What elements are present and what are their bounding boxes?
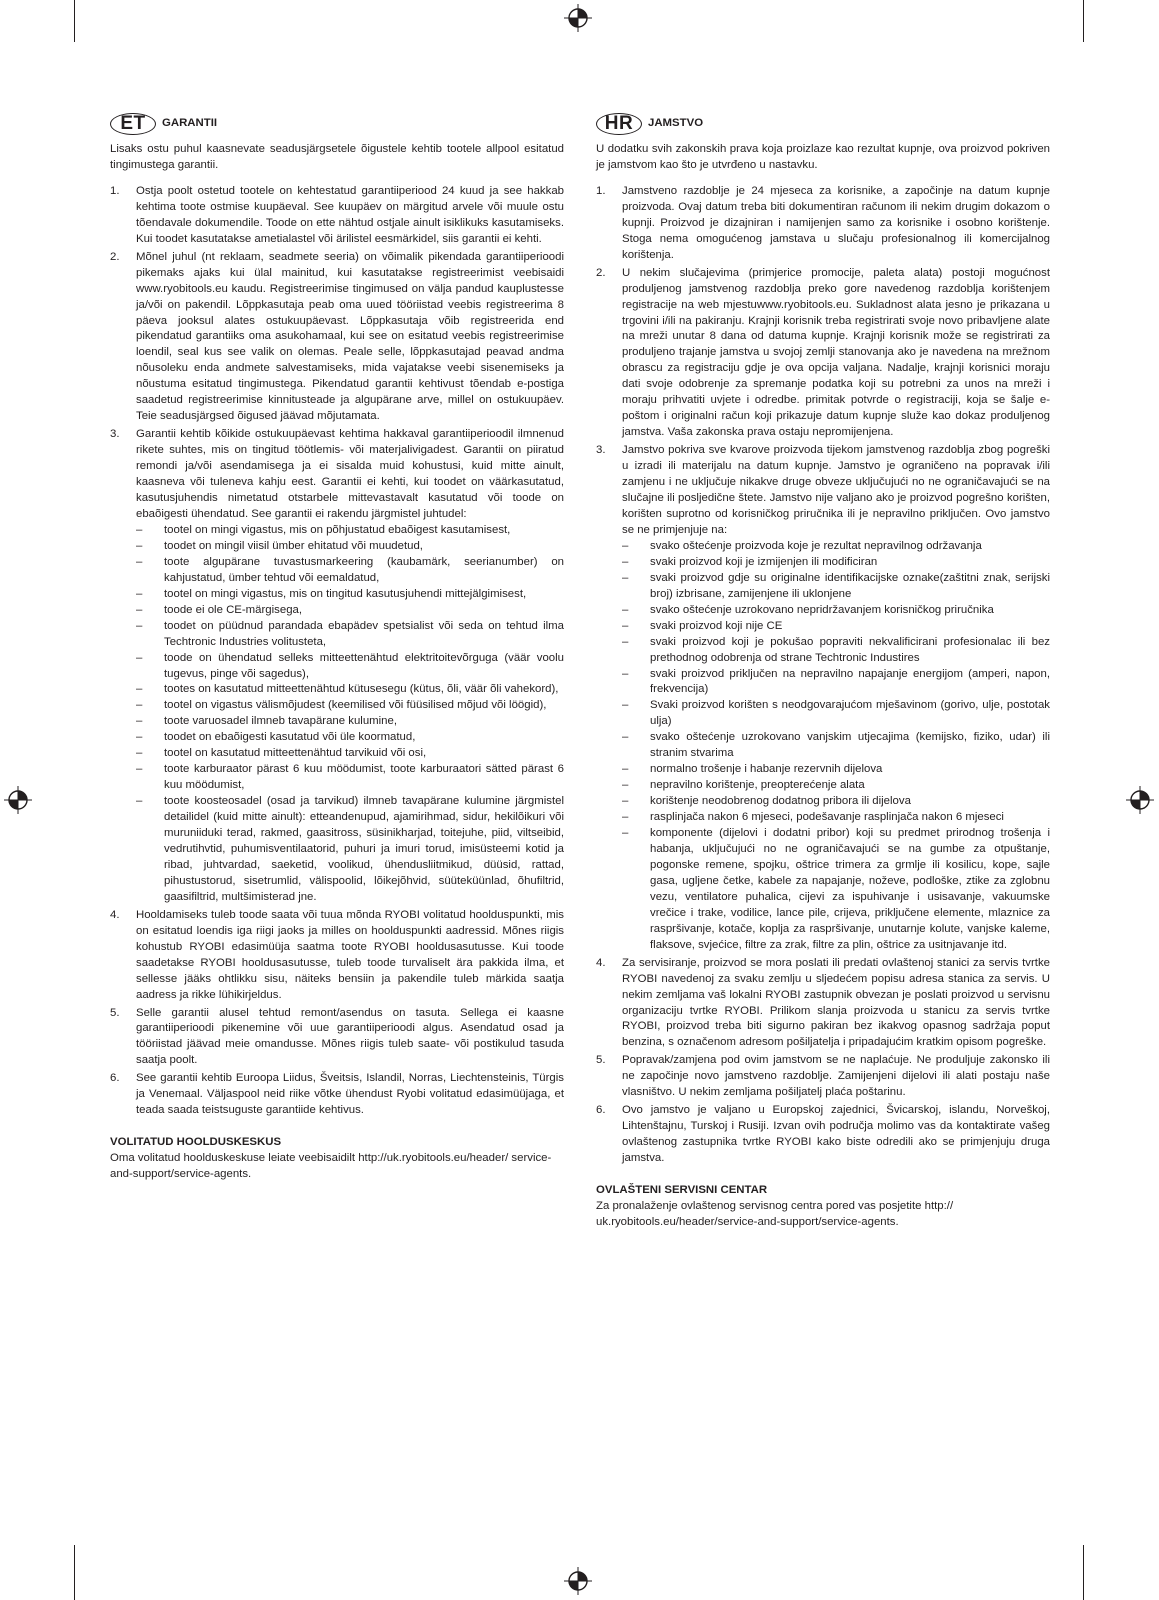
exclusion-item bbox=[622, 810, 1050, 826]
dash-bullet: – bbox=[622, 699, 629, 712]
warranty-term-item bbox=[596, 266, 1050, 441]
term-number: 2. bbox=[596, 266, 606, 279]
exclusion-text: tootel on mingi vigastus, mis on põhjustatud ebaõigest kasutamisest, bbox=[164, 523, 511, 536]
exclusion-text: toode ei ole CE-märgisega, bbox=[164, 603, 303, 616]
exclusion-item bbox=[622, 698, 1050, 730]
intro-paragraph: Lisaks ostu puhul kaasnevate seadusjärgsetele õigustele kehtib tootele allpool esitatud tingimustega garantii. bbox=[110, 143, 564, 171]
registration-target-icon bbox=[564, 1567, 592, 1595]
exclusion-item bbox=[136, 714, 564, 730]
exclusion-text: tootel on mingi vigastus, mis on tingitud kasutusjuhendi mittejälgimisest, bbox=[164, 587, 527, 600]
language-badge: ET bbox=[110, 113, 156, 135]
dash-bullet: – bbox=[136, 747, 143, 760]
exclusion-text: toodet on püüdnud parandada ebapädev spetsialist või seda on tehtud ilma Techtronic Industries volitusteta, bbox=[164, 619, 564, 648]
term-text: Hooldamiseks tuleb toode saata või tuua mõnda RYOBI volitatud hoolduspunkti, mis on esitatud loendis iga riigi jaoks ja milles on hoolduspunkti aadressid. Mõnes riigis kohustub RYOBI edasimüüja saatma toote RYOBI hooldusasutusse. Kui toode saadetakse RYOBI hooldusasutusse, tuleb toode turvaliselt ära pakkida ilma, et sellesse jääks ohtlikku sisu, näiteks bensiin ja pakendile tuleb märkida saatja aadress ja rikke lühikirjeldus. bbox=[136, 908, 564, 1001]
term-number: 6. bbox=[596, 1104, 606, 1117]
exclusion-item bbox=[622, 730, 1050, 762]
exclusion-text: toote karburaator pärast 6 kuu möödumist, toote karburaatori sätted pärast 6 kuu möödumist, bbox=[164, 763, 564, 792]
dash-bullet: – bbox=[136, 619, 143, 632]
exclusion-item bbox=[622, 762, 1050, 778]
dash-bullet: – bbox=[622, 619, 629, 632]
warranty-term-item bbox=[110, 1071, 564, 1119]
term-text: Ovo jamstvo je valjano u Europskoj zajednici, Švicarskoj, islandu, Norveškoj, Lihtenštajnu, Turskoj i Rusiji. Izvan ovih područja molimo vas da kontaktirate vašeg ovlaštenog zastupnika tvrtke RYOBI kako biste odredili ako se primjenjuju druga jamstva. bbox=[622, 1104, 1050, 1165]
exclusion-item bbox=[136, 682, 564, 698]
exclusion-text: Svaki proizvod korišten s neodgovarajućom mješavinom (gorivo, ulje, postotak ulja) bbox=[650, 699, 1050, 728]
exclusion-item bbox=[136, 698, 564, 714]
exclusion-text: svaki proizvod koji je izmijenjen ili modificiran bbox=[650, 555, 878, 568]
exclusion-text: rasplinjača nakon 6 mjeseci, podešavanje rasplinjača nakon 6 mjeseci bbox=[650, 811, 1004, 824]
exclusion-item bbox=[622, 778, 1050, 794]
exclusion-text: svaki proizvod koji nije CE bbox=[650, 619, 783, 632]
warranty-term-item bbox=[596, 443, 1050, 954]
dash-bullet: – bbox=[136, 539, 143, 552]
crop-mark bbox=[1083, 1545, 1084, 1600]
estonian-warranty-column bbox=[110, 112, 564, 1183]
dash-bullet: – bbox=[622, 603, 629, 616]
exclusions-list bbox=[622, 539, 1050, 954]
dash-bullet: – bbox=[622, 667, 629, 680]
term-text: Za servisiranje, proizvod se mora poslati ili predati ovlaštenoj stanici za servis tvrtke RYOBI navedenoj za svaku zemlju u sljedećem popisu adresa stanica za servis. U nekim zemljama vaš lokalni RYOBI zastupnik obvezan je poslati proizvod u servisnu organizaciju tvrtke RYOBI. Prilikom slanja proizvoda u stanicu za servis tvrtke RYOBI, proizvod treba biti sigurno pakiran bez ikakvog opasnog sadržaja poput benzina, s označenom adresom pošiljatelja i pripadajućim kratkim opisom pogreške. bbox=[622, 956, 1050, 1049]
exclusion-text: toode on ühendatud selleks mitteettenähtud elektritoitevõrguga (väär voolu tugevus, pinge või sagedus), bbox=[164, 651, 564, 680]
warranty-term-item bbox=[596, 1103, 1050, 1167]
dash-bullet: – bbox=[136, 731, 143, 744]
exclusion-item bbox=[136, 746, 564, 762]
exclusion-text: toote algupärane tuvastusmarkeering (kaubamärk, seerianumber) on kahjustatud, ümber tehtud või eemaldatud, bbox=[164, 555, 564, 584]
section-title: JAMSTVO bbox=[648, 117, 704, 130]
exclusion-item bbox=[622, 667, 1050, 699]
exclusion-text: tootel on kasutatud mitteettenähtud tarvikuid või osi, bbox=[164, 747, 427, 760]
dash-bullet: – bbox=[136, 603, 143, 616]
exclusion-text: svaki proizvod koji je pokušao popraviti nekvalificirani profesionalac ili bez prethodnog odobrenja od strane Techtronic Industires bbox=[650, 635, 1050, 664]
exclusion-item bbox=[136, 539, 564, 555]
dash-bullet: – bbox=[136, 683, 143, 696]
exclusion-text: toodet on mingil viisil ümber ehitatud või muudetud, bbox=[164, 539, 423, 552]
dash-bullet: – bbox=[622, 795, 629, 808]
exclusion-item bbox=[622, 571, 1050, 603]
term-text: Jamstveno razdoblje je 24 mjeseca za korisnike, a započinje na datum kupnje proizvoda. Ovaj datum treba biti dokumentiran računom ili nekim drugim dokazom o kupnji. Proizvod je dizajniran i namijenjen samo za korisnike i osobno korištenje. Stoga nema omogućenog jamstava u slučaju profesionalnog ili komercijalnog korištenja. bbox=[622, 184, 1050, 261]
warranty-terms-list bbox=[596, 184, 1050, 1167]
warranty-term-item bbox=[110, 1006, 564, 1070]
dash-bullet: – bbox=[622, 555, 629, 568]
exclusion-text: svako oštećenje uzrokovano nepridržavanjem korisničkog priručnika bbox=[650, 603, 994, 616]
exclusion-item bbox=[136, 730, 564, 746]
dash-bullet: – bbox=[622, 827, 629, 840]
service-center-text: Oma volitatud hoolduskeskuse leiate veebisaidilt http://uk.ryobitools.eu/header/ service-and-support/service-agents. bbox=[110, 1152, 552, 1181]
term-text: See garantii kehtib Euroopa Liidus, Šveitsis, Islandil, Norras, Liechtensteinis, Türgis ja Venemaal. Väljaspool neid riike võtke ühendust Ryobi volitatud edasimüüjaga, et teada saada teistsuguste garantiide kehtivus. bbox=[136, 1072, 564, 1117]
warranty-term-item bbox=[596, 956, 1050, 1052]
exclusion-item bbox=[136, 794, 564, 906]
dash-bullet: – bbox=[622, 779, 629, 792]
dash-bullet: – bbox=[622, 539, 629, 552]
term-text: Ostja poolt ostetud tootele on kehtestatud garantiiperiood 24 kuud ja see hakkab kehtima toote ostmise kuupäeval. See kuupäev on märgitud arvele või muule ostu tõendavale dokumendile. Toode on ette nähtud ostjale ainult isiklikuks kasutamiseks. Kui toodet kasutatakse ametialastel või ärilistel eesmärkidel, siis garantii ei kehti. bbox=[136, 184, 564, 245]
exclusion-item bbox=[622, 635, 1050, 667]
warranty-term-item bbox=[110, 184, 564, 248]
exclusion-text: normalno trošenje i habanje rezervnih dijelova bbox=[650, 763, 883, 776]
exclusion-item bbox=[622, 539, 1050, 555]
exclusion-text: nepravilno korištenje, preopterećenje alata bbox=[650, 779, 865, 792]
term-text: Selle garantii alusel tehtud remont/asendus on tasuta. Sellega ei kaasne garantiiperioodi pikenemine või uue garantiiperioodi algus. Asendatud osad ja tööriistad jäävad meie omandusse. Mõnes riigis tuleb saate- või postikulud tasuda saatja poolt. bbox=[136, 1006, 564, 1067]
warranty-terms-list bbox=[110, 184, 564, 1119]
crop-mark bbox=[74, 0, 75, 42]
dash-bullet: – bbox=[136, 763, 143, 776]
dash-bullet: – bbox=[136, 715, 143, 728]
term-number: 1. bbox=[596, 184, 606, 197]
dash-bullet: – bbox=[622, 763, 629, 776]
exclusion-text: toodet on ebaõigesti kasutatud või üle koormatud, bbox=[164, 731, 416, 744]
dash-bullet: – bbox=[136, 699, 143, 712]
warranty-term-item bbox=[110, 427, 564, 906]
term-number: 5. bbox=[596, 1054, 606, 1067]
section-title: GARANTII bbox=[162, 117, 218, 130]
term-number: 4. bbox=[596, 956, 606, 969]
exclusion-text: toote varuosadel ilmneb tavapärane kulumine, bbox=[164, 715, 398, 728]
exclusion-item bbox=[136, 651, 564, 683]
exclusion-item bbox=[136, 555, 564, 587]
warranty-term-item bbox=[596, 184, 1050, 264]
exclusion-item bbox=[622, 603, 1050, 619]
exclusion-item bbox=[136, 523, 564, 539]
term-number: 4. bbox=[110, 908, 120, 921]
exclusion-text: tootel on vigastus välismõjudest (keemilised või füüsilised mõjud või löögid), bbox=[164, 699, 547, 712]
term-number: 5. bbox=[110, 1006, 120, 1019]
dash-bullet: – bbox=[136, 587, 143, 600]
exclusion-text: svako oštećenje proizvoda koje je rezultat nepravilnog održavanja bbox=[650, 539, 982, 552]
term-number: 1. bbox=[110, 184, 120, 197]
exclusion-text: svako oštećenje uzrokovano vanjskim utjecajima (kemijsko, fiziko, udar) ili stranim stvarima bbox=[650, 731, 1050, 760]
exclusion-text: svaki proizvod gdje su originalne identifikacijske oznake(zaštitni znak, serijski broj) izbrisane, zamijenjene ili uklonjene bbox=[650, 571, 1050, 600]
term-text: Garantii kehtib kõikide ostukuupäevast kehtima hakkaval garantiiperioodil ilmnenud rikete suhtes, mis on tingitud töötlemis- või materjalivigadest. Garantii on piiratud remondi ja/või asendamisega ja ei sisalda muid kohustusi, kuid mitte ainult, kaasneva või tuleneva kahju eest. Garantii ei kehti, kui toodet on väärkasutatud, kasutusjuhendis nimetatud otstarbele mittevastavalt kasutatud või toode on ebaõigesti ühendatud. See garantii ei rakendu järgmistel juhtudel: bbox=[136, 428, 564, 520]
exclusion-text: tootes on kasutatud mitteettenähtud kütusesegu (kütus, õli, väär õli vahekord), bbox=[164, 683, 559, 696]
term-number: 3. bbox=[596, 444, 606, 457]
exclusion-text: korištenje neodobrenog dodatnog pribora ili dijelova bbox=[650, 795, 911, 808]
exclusion-item bbox=[136, 587, 564, 603]
dash-bullet: – bbox=[136, 523, 143, 536]
service-center-text: Za pronalaženje ovlaštenog servisnog centra pored vas posjetite http:// uk.ryobitools.eu/header/service-and-support/service-agents. bbox=[596, 1200, 954, 1228]
croatian-warranty-column bbox=[596, 112, 1050, 1231]
dash-bullet: – bbox=[622, 731, 629, 744]
exclusion-item bbox=[136, 619, 564, 651]
exclusion-text: toote koosteosadel (osad ja tarvikud) ilmneb tavapärane kulumine järgmistel detailidel (kuid mitte ainult): etteandenupud, ajamirihmad, sidur, hekilõikuri või muruniiduki terad, rakmed, gaasitross, süsinikharjad, toitejuhe, piid, viltseibid, vedrutihvtid, puhumisventilaatorid, puhuri ja imuri torud, imisüsteemi kotid ja ribad, juhtvardad, saeketid, voolikud, ühendusliitmikud, düüsid, rattad, pihustustorud, sisetrumlid, välispoolid, lõikejõhvid, süüteküünlad, õhufiltrid, gaasifiltrid, multšimisterad jne. bbox=[164, 795, 564, 903]
term-number: 2. bbox=[110, 250, 120, 263]
intro-paragraph: U dodatku svih zakonskih prava koja proizlaze kao rezultat kupnje, ova proizvod pokriven je jamstvom kao što je utvrđeno u nastavku. bbox=[596, 143, 1050, 171]
service-center-heading: VOLITATUD HOOLDUSKESKUS bbox=[110, 1136, 282, 1149]
registration-target-icon bbox=[4, 786, 32, 814]
warranty-term-item bbox=[110, 908, 564, 1004]
exclusion-item bbox=[136, 762, 564, 794]
service-center-heading: OVLAŠTENI SERVISNI CENTAR bbox=[596, 1184, 768, 1197]
dash-bullet: – bbox=[622, 811, 629, 824]
exclusion-item bbox=[622, 794, 1050, 810]
language-badge: HR bbox=[596, 113, 642, 135]
term-number: 3. bbox=[110, 428, 120, 441]
term-number: 6. bbox=[110, 1072, 120, 1085]
dash-bullet: – bbox=[622, 571, 629, 584]
dash-bullet: – bbox=[622, 635, 629, 648]
term-text: Mõnel juhul (nt reklaam, seadmete seeria) on võimalik pikendada garantiiperioodi pikemaks ajaks kui ülal mainitud, kui kasutatakse registreerimist veebisaidi www.ryobitools.eu kaudu. Registreerimise tingimused on välja pandud kauplustesse ja/või on pakendil. Lõppkasutaja peab oma uued tööriistad veebis registreerima 8 päeva jooksul alates ostukuupäevast. Lõppkasutaja võib registreerida end pikendatud garantiiks oma asukohamaal, kui see on esitatud veebis registreerimise loendil, seal kus see valik on olemas. Peale selle, lõppkasutajad peavad andma nõusoleku enda andmete salvestamiseks, mida vajatakse veebi sisenemiseks ja nõustuma esitatud tingimustega. Pikendatud garantii kehtivust tõendab e-postiga saadetud registreerimise kinnitusteade ja algupärane arve, millel on ostukuupäev. Teie seadusjärgsed õigused jäävad mõjutamata. bbox=[136, 250, 564, 423]
term-text: Popravak/zamjena pod ovim jamstvom se ne naplaćuje. Ne produljuje zakonsko ili ne započinje novo jamstveno razdoblje. Zamijenjeni dijelovi ili alati postaju naše vlasništvo. U nekim zemljama pošiljatelj plaća poštarinu. bbox=[622, 1054, 1050, 1099]
warranty-term-item bbox=[110, 250, 564, 425]
exclusion-item bbox=[622, 826, 1050, 954]
exclusion-item bbox=[622, 555, 1050, 571]
exclusion-text: komponente (dijelovi i dodatni pribor) koji su predmet prirodnog trošenja i habanja, uključujući no ne ograničavajući se na gumbe za otpuštanje, pogonske remene, spojku, oštrice trimera za grmlje ili kosilicu, kope, sajle gasa, ugljene četke, kabele za napajanje, noževe, podloške, ztike za zglobnu vezu, ventilatore puhalica, cijevi za ispuhivanje i usisavanje, vakuumske vrečice i trake, vodilice, lance pile, crijeva, priključene elemente, mlaznice za raspršivanje, kotače, koplja za raspršivanje, unutarnje kolute, vanjske kaleme, flaksove, svjećice, filtre za zrak, filtre za plin, oštrice za usitnjavanje itd. bbox=[650, 827, 1050, 951]
registration-target-icon bbox=[1126, 786, 1154, 814]
term-text: Jamstvo pokriva sve kvarove proizvoda tijekom jamstvenog razdoblja zbog pogreški u izradi ili materijalu na datum kupnje. Jamstvo je ograničeno na popravak i/ili zamjenu i ne uključuje nikakve druge obveze uključujući no ne ograničavajući se na slučajne ili posljedične štete. Jamstvo nije valjano ako je proizvod pogrešno korišten, korišten suprotno od korisničkog priručnika ili je nepravilno priključen. Ovo jamstvo se ne primjenjuje na: bbox=[622, 444, 1050, 536]
exclusions-list bbox=[136, 523, 564, 906]
dash-bullet: – bbox=[136, 651, 143, 664]
registration-target-icon bbox=[564, 4, 592, 32]
dash-bullet: – bbox=[136, 555, 143, 568]
section-header bbox=[596, 112, 1050, 136]
exclusion-item bbox=[622, 619, 1050, 635]
exclusion-text: svaki proizvod priključen na nepravilno napajanje energijom (amperi, napon, frekvencija) bbox=[650, 667, 1050, 696]
dash-bullet: – bbox=[136, 795, 143, 808]
exclusion-item bbox=[136, 603, 564, 619]
crop-mark bbox=[1083, 0, 1084, 42]
warranty-term-item bbox=[596, 1053, 1050, 1101]
crop-mark bbox=[74, 1545, 75, 1600]
section-header bbox=[110, 112, 564, 136]
term-text: U nekim slučajevima (primjerice promocije, paleta alata) postoji mogućnost produljenog jamstvenog razdoblja preko gore navedenog razdoblja korištenjem registracije na web mjestuwww.ryobitools.eu. Sukladnost alata jesno je prikazana u trgovini i/ili na pakiranju. Krajnji korisnik treba registrirati svoje novo pribavljene alate na mreži unutar 8 dana od datuma kupnje. Krajnji korisnik može se registrirati za produljeno trajanje jamstva u svojoj zemlji stanovanja ako je navedena na mrežnom obrascu za registraciju gdje je ova opcija valjana. Nadalje, krajnji korisnici moraju dati svoje odobrenje za spremanje podatka koji su potrebni za unos na mreži i moraju prihvatiti uvjete i odredbe. primitak potvrde o registraciji, koja se šalje e-poštom i originalni račun koji prikazuje datum kupnje služe kao dokaz produljenog jamstva. Vaša zakonska prava ostaju nepromijenjena. bbox=[622, 266, 1050, 439]
